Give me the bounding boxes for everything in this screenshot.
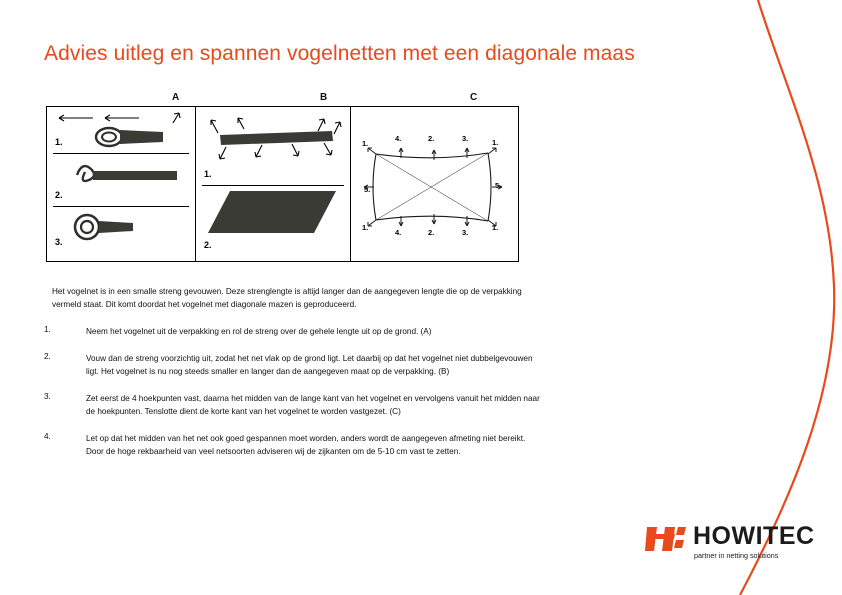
intro-paragraph: Het vogelnet is in een smalle streng gevouwen. Deze strenglengte is altijd langer dan de aangegeven lengte die op de verpakking vermeld staat. Dit komt doordat het vogelnet met diagonale mazen is geproduceerd. [52,287,522,309]
panel-a-step-1: 1. [55,137,63,147]
svg-text:5.: 5. [495,181,502,190]
svg-text:3.: 3. [462,134,469,143]
panel-a-divider-2 [53,206,189,207]
svg-text:1.: 1. [362,139,369,148]
panel-b-divider-1 [202,185,344,186]
svg-text:4.: 4. [395,134,402,143]
panel-c-tension-diagram [354,110,514,258]
step-text: Vouw dan de streng voorzichtig uit, zodat het net vlak op de grond ligt. Let daarbij op dat het vogelnet niet dubbelgevouwen ligt. Het vogelnet is nu nog steeds smaller en langer dan de aangegeven maat op de verpakking. (B) [86,353,533,376]
panel-label-b: B [320,92,328,103]
howitec-h-mark-icon [645,524,687,554]
list-item [44,325,544,339]
panel-c [351,106,519,262]
panel-label-a: A [172,92,180,103]
steps-list [44,325,544,472]
svg-text:1.: 1. [492,138,499,147]
page-title: Advies uitleg en spannen vogelnetten met een diagonale maas [44,42,635,65]
svg-text:5.: 5. [364,185,371,194]
company-logo [645,522,815,568]
panel-label-c: C [470,92,478,103]
panel-b-step-1: 1. [204,169,212,179]
panel-a-step-2: 2. [55,190,63,200]
svg-text:2.: 2. [428,134,435,143]
panel-a-roll-3 [71,211,181,243]
list-item [44,432,544,459]
instruction-figure [46,92,521,262]
svg-text:1.: 1. [492,223,499,232]
step-text: Neem het vogelnet uit de verpakking en rol de streng over de gehele lengte uit op de grond. (A) [86,327,432,336]
panel-boxes [46,106,519,262]
svg-text:3.: 3. [462,228,469,237]
panel-b-flat-net [206,189,342,239]
step-number: 4. [44,431,51,441]
panel-a-step-3: 3. [55,237,63,247]
step-number: 1. [44,325,51,334]
panel-a-roll-2 [71,159,181,189]
panel-b-unfold-diagram [200,111,347,177]
step-number: 3. [44,391,51,401]
list-item [44,392,544,419]
svg-text:2.: 2. [428,228,435,237]
step-text: Zet eerst de 4 hoekpunten vast, daarna het midden van de lange kant van het vogelnet en vervolgens vanuit het midden naar de hoekpunten. Tenslotte dient de korte kant van het vogelnet te worden vastgezet. (C) [86,393,540,416]
logo-tagline: partner in netting solutions [694,551,779,560]
panel-b [196,106,351,262]
step-number: 2. [44,351,51,361]
svg-text:4.: 4. [395,228,402,237]
panel-a [46,106,196,262]
panel-labels [46,92,521,106]
panel-a-roll-1 [93,125,167,149]
panel-b-step-2: 2. [204,240,212,250]
panel-a-arrows [51,111,193,125]
panel-a-divider-1 [53,153,189,154]
step-text: Let op dat het midden van het net ook goed gespannen moet worden, anders wordt de aangegeven afmeting niet bereikt. Door de hoge rekbaarheid van veel netsoorten adviseren wij de zijkanten om de 5-10 cm vast te zetten. [86,433,526,456]
decorative-swoosh [562,0,842,595]
logo-wordmark: HOWITEC [693,522,815,550]
list-item [44,352,544,379]
svg-text:1.: 1. [362,223,369,232]
